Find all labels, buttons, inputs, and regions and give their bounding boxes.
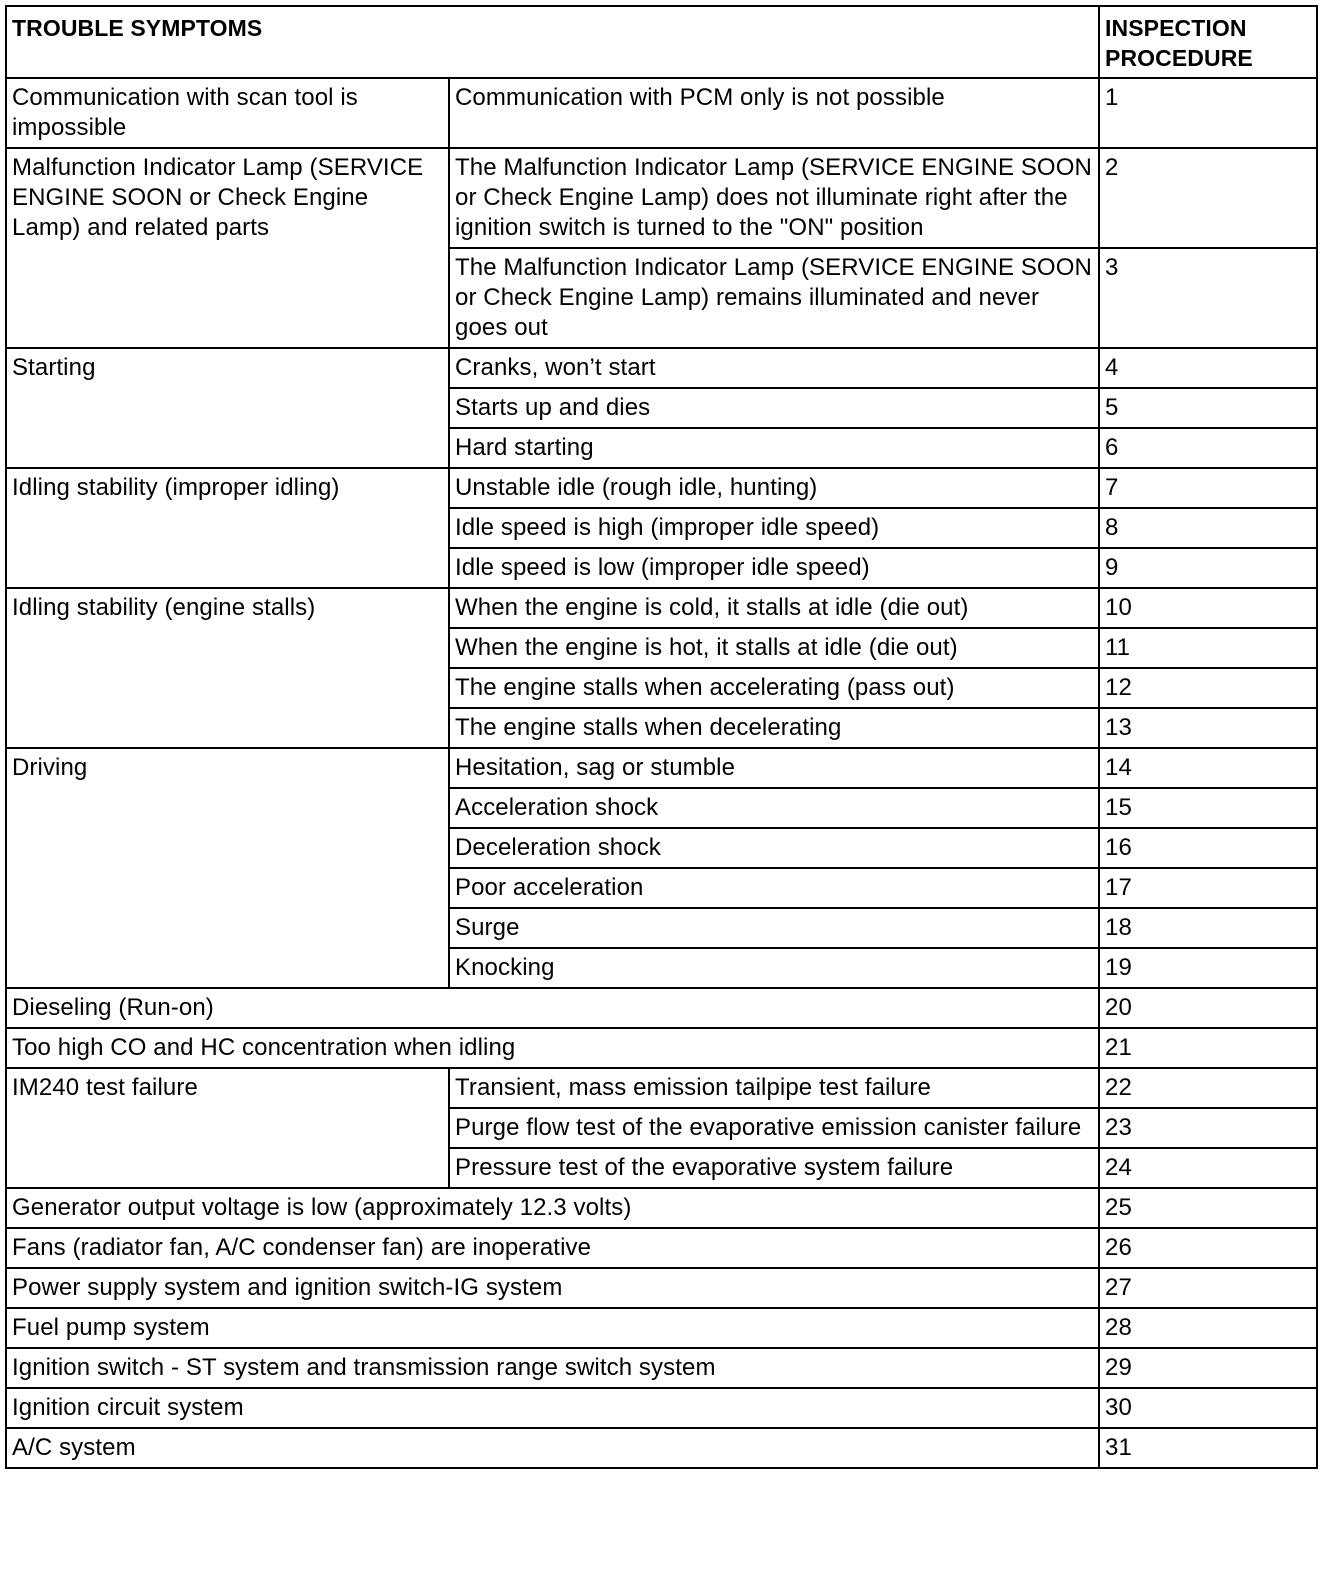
procedure-number-cell: 27: [1099, 1268, 1317, 1308]
category-cell: Idling stability (improper idling): [6, 468, 449, 588]
table-row: [6, 1308, 1317, 1348]
table-row: [6, 468, 1317, 508]
procedure-number-cell: 23: [1099, 1108, 1317, 1148]
table-row: [6, 1428, 1317, 1468]
procedure-number-cell: 7: [1099, 468, 1317, 508]
procedure-number-cell: 29: [1099, 1348, 1317, 1388]
header-row: [6, 6, 1317, 78]
symptom-cell: Cranks, won’t start: [449, 348, 1099, 388]
symptom-cell: The engine stalls when accelerating (pass out): [449, 668, 1099, 708]
table-row: [6, 348, 1317, 388]
category-cell: Starting: [6, 348, 449, 468]
procedure-number-cell: 11: [1099, 628, 1317, 668]
symptom-cell: Starts up and dies: [449, 388, 1099, 428]
procedure-number-cell: 8: [1099, 508, 1317, 548]
procedure-number-cell: 17: [1099, 868, 1317, 908]
category-cell: Power supply system and ignition switch-IG system: [6, 1268, 1099, 1308]
procedure-number-cell: 31: [1099, 1428, 1317, 1468]
table-row: [6, 1068, 1317, 1108]
symptom-cell: Idle speed is low (improper idle speed): [449, 548, 1099, 588]
table-row: [6, 148, 1317, 248]
procedure-number-cell: 15: [1099, 788, 1317, 828]
symptom-cell: Transient, mass emission tailpipe test failure: [449, 1068, 1099, 1108]
procedure-number-cell: 28: [1099, 1308, 1317, 1348]
procedure-number-cell: 4: [1099, 348, 1317, 388]
symptom-cell: When the engine is hot, it stalls at idle (die out): [449, 628, 1099, 668]
symptom-cell: Surge: [449, 908, 1099, 948]
symptom-cell: When the engine is cold, it stalls at idle (die out): [449, 588, 1099, 628]
procedure-number-cell: 13: [1099, 708, 1317, 748]
table-row: [6, 1228, 1317, 1268]
symptom-cell: The Malfunction Indicator Lamp (SERVICE ENGINE SOON or Check Engine Lamp) remains illuminated and never goes out: [449, 248, 1099, 348]
table-row: [6, 748, 1317, 788]
category-cell: A/C system: [6, 1428, 1099, 1468]
category-cell: Ignition switch - ST system and transmission range switch system: [6, 1348, 1099, 1388]
procedure-number-cell: 10: [1099, 588, 1317, 628]
category-cell: Fuel pump system: [6, 1308, 1099, 1348]
table-row: [6, 1388, 1317, 1428]
inspection-procedure-header-line1: INSPECTION: [1105, 15, 1247, 41]
procedure-number-cell: 16: [1099, 828, 1317, 868]
category-cell: Idling stability (engine stalls): [6, 588, 449, 748]
symptom-cell: Hesitation, sag or stumble: [449, 748, 1099, 788]
procedure-number-cell: 24: [1099, 1148, 1317, 1188]
symptom-cell: Acceleration shock: [449, 788, 1099, 828]
table-row: [6, 1268, 1317, 1308]
category-cell: Communication with scan tool is impossible: [6, 78, 449, 148]
procedure-number-cell: 19: [1099, 948, 1317, 988]
procedure-number-cell: 25: [1099, 1188, 1317, 1228]
procedure-number-cell: 21: [1099, 1028, 1317, 1068]
symptom-cell: Purge flow test of the evaporative emission canister failure: [449, 1108, 1099, 1148]
category-cell: Ignition circuit system: [6, 1388, 1099, 1428]
category-cell: Fans (radiator fan, A/C condenser fan) are inoperative: [6, 1228, 1099, 1268]
category-cell: IM240 test failure: [6, 1068, 449, 1188]
symptom-cell: Poor acceleration: [449, 868, 1099, 908]
symptom-cell: The Malfunction Indicator Lamp (SERVICE ENGINE SOON or Check Engine Lamp) does not illuminate right after the ignition switch is turned to the "ON" position: [449, 148, 1099, 248]
procedure-number-cell: 5: [1099, 388, 1317, 428]
procedure-number-cell: 22: [1099, 1068, 1317, 1108]
symptom-cell: Unstable idle (rough idle, hunting): [449, 468, 1099, 508]
procedure-number-cell: 1: [1099, 78, 1317, 148]
category-cell: Too high CO and HC concentration when idling: [6, 1028, 1099, 1068]
table-row: [6, 1188, 1317, 1228]
procedure-number-cell: 14: [1099, 748, 1317, 788]
symptom-cell: Knocking: [449, 948, 1099, 988]
symptom-cell: Communication with PCM only is not possible: [449, 78, 1099, 148]
category-cell: Dieseling (Run-on): [6, 988, 1099, 1028]
table-row: [6, 1028, 1317, 1068]
trouble-symptom-table: [5, 5, 1318, 1469]
procedure-number-cell: 26: [1099, 1228, 1317, 1268]
inspection-procedure-header: [1099, 6, 1317, 78]
symptom-cell: The engine stalls when decelerating: [449, 708, 1099, 748]
symptom-cell: Pressure test of the evaporative system failure: [449, 1148, 1099, 1188]
symptom-cell: Idle speed is high (improper idle speed): [449, 508, 1099, 548]
inspection-procedure-header-line2: PROCEDURE: [1105, 45, 1253, 71]
symptom-cell: Hard starting: [449, 428, 1099, 468]
procedure-number-cell: 6: [1099, 428, 1317, 468]
procedure-number-cell: 3: [1099, 248, 1317, 348]
procedure-number-cell: 12: [1099, 668, 1317, 708]
trouble-symptoms-header: TROUBLE SYMPTOMS: [6, 6, 1099, 78]
procedure-number-cell: 30: [1099, 1388, 1317, 1428]
table-row: [6, 1348, 1317, 1388]
symptom-cell: Deceleration shock: [449, 828, 1099, 868]
table-row: [6, 78, 1317, 148]
category-cell: Driving: [6, 748, 449, 988]
category-cell: Malfunction Indicator Lamp (SERVICE ENGINE SOON or Check Engine Lamp) and related parts: [6, 148, 449, 348]
table-row: [6, 588, 1317, 628]
table-row: [6, 988, 1317, 1028]
procedure-number-cell: 20: [1099, 988, 1317, 1028]
procedure-number-cell: 18: [1099, 908, 1317, 948]
category-cell: Generator output voltage is low (approximately 12.3 volts): [6, 1188, 1099, 1228]
procedure-number-cell: 9: [1099, 548, 1317, 588]
procedure-number-cell: 2: [1099, 148, 1317, 248]
